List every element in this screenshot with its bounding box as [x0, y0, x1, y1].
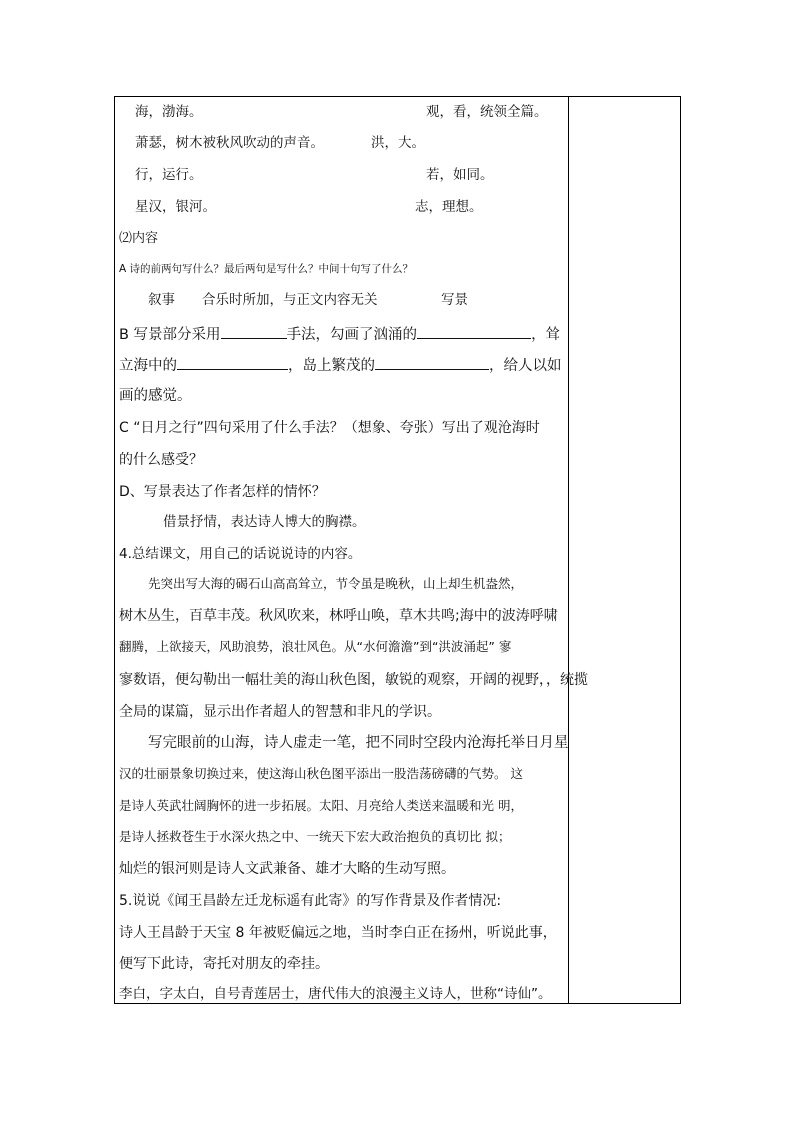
answer-a-2: 合乐时所加，与正文内容无关 — [202, 292, 378, 308]
column-divider — [568, 96, 569, 1004]
item-5: 5.说说《闻王昌龄左迁龙标遥有此寄》的写作背景及作者情况: — [119, 893, 502, 909]
blank-2[interactable] — [417, 326, 531, 339]
section-content: ⑵内容 — [119, 231, 159, 246]
answer-a-1: 叙事 — [148, 292, 175, 308]
para2-line5: 灿烂的银河则是诗人文武兼备、雄才大略的生动写照。 — [119, 861, 455, 877]
question-d: D、写景表达了作者怎样的情怀？ — [119, 484, 326, 500]
blank-1[interactable] — [221, 326, 287, 339]
question-b-line2 — [119, 357, 562, 374]
question-c-line2: 的什么感受？ — [119, 452, 203, 468]
blank-3[interactable] — [177, 357, 288, 370]
para2-line4: 是诗人拯救苍生于水深火热之中、一统天下宏大政治抱负的真切比 拟； — [119, 829, 511, 844]
question-a: A 诗的前两句写什么？最后两句是写什么？中间十句写了什么？ — [119, 263, 414, 275]
para3-line3: 李白，字太白，自号青莲居士，唐代伟大的浪漫主义诗人，世称“诗仙”。 — [119, 986, 552, 1002]
question-b-line1 — [119, 326, 560, 343]
vocab-right-2: 洪，大。 — [371, 135, 425, 151]
question-c-line1: C “日月之行”四句采用了什么手法？（想象、夸张）写出了观沧海时 — [119, 420, 540, 436]
blank-4[interactable] — [375, 357, 489, 370]
answer-d: 借景抒情，表达诗人博大的胸襟。 — [163, 514, 366, 530]
para2-line2: 汉的壮丽景象切换过来，使这海山秋色图平添出一股浩荡磅礴的气势。 这 — [119, 766, 523, 781]
question-b-text2: 手法，勾画了汹涌的 — [286, 327, 418, 343]
para2-line3: 是诗人英武壮阔胸怀的进一步拓展。太阳、月亮给人类送来温暖和光 明， — [119, 798, 523, 813]
question-b-line3: 画的感觉。 — [119, 388, 192, 404]
para1-line5: 全局的谋篇，显示出作者超人的智慧和非凡的学识。 — [119, 704, 441, 720]
para1-line3: 翻腾，上欲接天，风助浪势，浪壮风色。从“水何澹澹”到“洪波涌起” 寥 — [119, 639, 512, 654]
vocab-right-4: 志，理想。 — [415, 199, 483, 215]
para3-line1: 诗人王昌龄于天宝 8 年被贬偏远之地，当时李白正在扬州，听说此事， — [119, 925, 557, 941]
question-b-text3: ，耸 — [531, 327, 561, 343]
vocab-right-1: 观，看，统领全篇。 — [426, 104, 548, 120]
para3-line2: 便写下此诗，寄托对朋友的牵挂。 — [119, 956, 329, 972]
vocab-left-3: 行，运行。 — [135, 167, 203, 183]
vocab-right-3: 若，如同。 — [426, 167, 494, 183]
question-b-text5: ，岛上繁茂的 — [288, 358, 375, 374]
para2-line1: 写完眼前的山海，诗人虚走一笔，把不同时空段内沧海托举日月星 — [148, 735, 569, 751]
para1-line2: 树木丛生，百草丰茂。秋风吹来，林呼山唤，草木共鸣;海中的波涛呼啸 — [119, 608, 558, 624]
vocab-left-2: 萧瑟，树木被秋风吹动的声音。 — [135, 135, 324, 151]
item-4: 4.总结课文，用自己的话说说诗的内容。 — [119, 546, 362, 562]
para1-line1: 先突出写大海的碣石山高高耸立，节令虽是晚秋，山上却生机盎然， — [148, 576, 524, 591]
vocab-left-1: 海，渤海。 — [135, 104, 203, 120]
para1-line4: 寥数语，便勾勒出一幅壮美的海山秋色图，敏锐的观察，开阔的视野，，统揽 — [119, 672, 588, 688]
question-b-text1: B 写景部分采用 — [119, 327, 221, 343]
question-b-text6: ，给人以如 — [489, 358, 562, 374]
answer-a-3: 写景 — [441, 292, 468, 308]
vocab-left-4: 星汉，银河。 — [135, 199, 216, 215]
question-b-text4: 立海中的 — [119, 358, 177, 374]
